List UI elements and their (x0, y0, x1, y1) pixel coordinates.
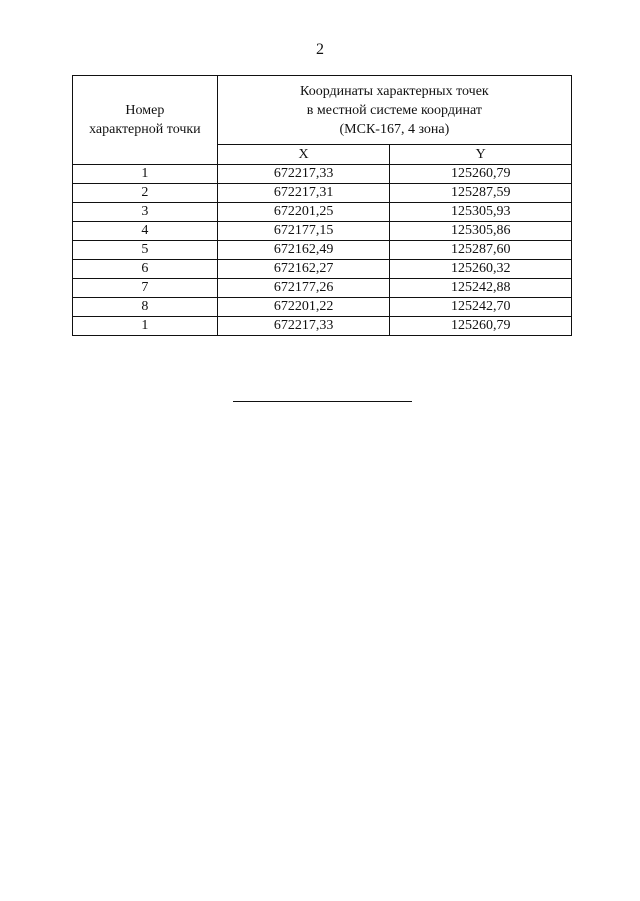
table-row (73, 241, 572, 260)
point-number-cell: 1 (73, 165, 218, 184)
table-row (73, 298, 572, 317)
x-cell: 672162,27 (217, 260, 390, 279)
header-point-line: Номер (125, 103, 165, 118)
y-cell: 125305,93 (390, 203, 572, 222)
table-row (73, 260, 572, 279)
table-row (73, 165, 572, 184)
header-point-line: характерной точки (89, 122, 201, 137)
header-coordinates-line: Координаты характерных точек (300, 83, 489, 99)
coordinates-table (72, 75, 572, 336)
y-cell: 125260,32 (390, 260, 572, 279)
point-number-cell: 5 (73, 241, 218, 260)
point-number-cell: 6 (73, 260, 218, 279)
header-coordinates-line: в местной системе координат (306, 102, 482, 118)
header-x: X (217, 145, 390, 165)
closing-divider-line (233, 401, 412, 402)
table-row (73, 203, 572, 222)
point-number-cell: 7 (73, 279, 218, 298)
table-row (73, 222, 572, 241)
x-cell: 672177,15 (217, 222, 390, 241)
header-coordinates-line: (МСК-167, 4 зона) (339, 121, 450, 137)
y-cell: 125260,79 (390, 317, 572, 336)
y-cell: 125287,60 (390, 241, 572, 260)
point-number-cell: 1 (73, 317, 218, 336)
point-number-cell: 4 (73, 222, 218, 241)
header-y: Y (390, 145, 572, 165)
y-cell: 125305,86 (390, 222, 572, 241)
table-row (73, 279, 572, 298)
header-point-number (73, 76, 218, 165)
y-cell: 125242,88 (390, 279, 572, 298)
x-cell: 672177,26 (217, 279, 390, 298)
y-cell: 125287,59 (390, 184, 572, 203)
table-row (73, 184, 572, 203)
x-cell: 672217,33 (217, 165, 390, 184)
x-cell: 672201,22 (217, 298, 390, 317)
header-coordinates (217, 76, 571, 145)
table-header-row (73, 76, 572, 145)
y-cell: 125242,70 (390, 298, 572, 317)
x-cell: 672162,49 (217, 241, 390, 260)
x-cell: 672217,31 (217, 184, 390, 203)
x-cell: 672217,33 (217, 317, 390, 336)
point-number-cell: 8 (73, 298, 218, 317)
table-row (73, 317, 572, 336)
x-cell: 672201,25 (217, 203, 390, 222)
point-number-cell: 3 (73, 203, 218, 222)
y-cell: 125260,79 (390, 165, 572, 184)
point-number-cell: 2 (73, 184, 218, 203)
page-number: 2 (316, 41, 324, 58)
